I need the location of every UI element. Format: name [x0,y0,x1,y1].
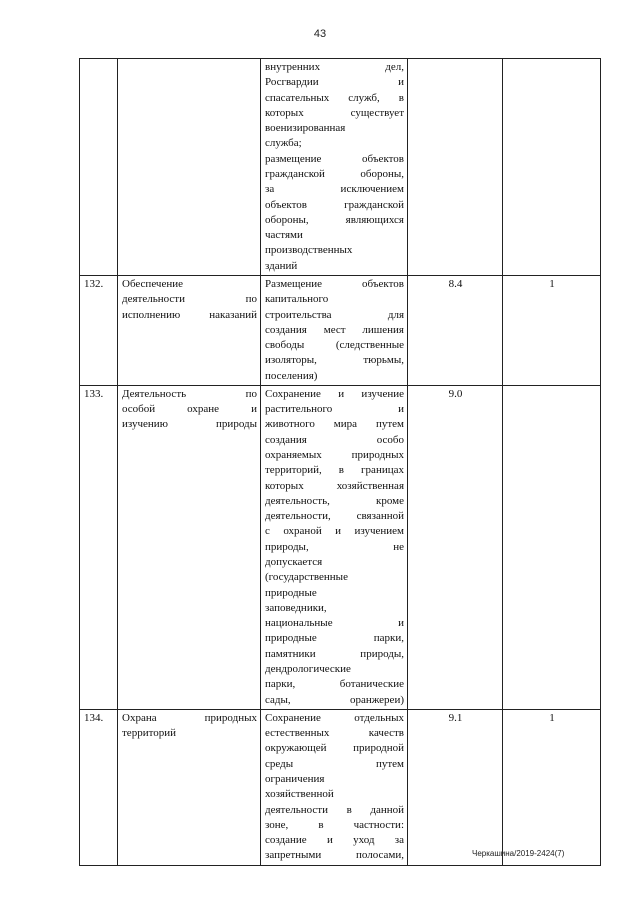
text-line: поселения) [265,369,318,382]
text-line: зданий [265,259,298,272]
text-line: которых хозяйственная [265,479,404,492]
text-line: строительства для [265,308,404,321]
use-type-name [118,385,261,709]
text-line: спасательных служб, в [265,91,404,104]
text-line: природы, не [265,540,404,553]
text-line: создания мест лишения [265,323,404,336]
text-line: военизированная [265,122,346,135]
text-line: памятники природы, [265,647,404,660]
document-footer-code: Черкашина/2019-2424(7) [472,849,565,858]
text-line: внутренних дел, [265,61,404,73]
classifier-code: 8.4 [408,275,503,385]
table-row [80,385,601,709]
text-line: Росгвардии и [265,76,404,89]
row-number [80,59,118,276]
text-line: Сохранение и изучение [265,387,404,400]
row-number: 133. [80,385,118,709]
text-line: парки, ботанические [265,678,404,691]
level-value [503,385,601,709]
classifier-code: 9.1 [408,709,503,865]
text-line: сады, оранжереи) [265,693,404,706]
text-line: с охраной и изучением [265,525,404,538]
text-line: деятельность, кроме [265,494,404,507]
text-line: дендрологические [265,662,351,675]
use-type-name [118,59,261,276]
use-type-description [261,59,408,276]
text-line: Охрана природных [122,711,257,724]
text-line: изучению природы [122,418,257,431]
text-line: деятельности, связанной [265,510,404,523]
use-type-name [118,709,261,865]
text-line: объектов гражданской [265,198,404,211]
text-line: создания особо [265,433,404,446]
text-line: окружающей природной [265,742,404,755]
text-line: заповедники, [265,601,327,614]
text-line: национальные и [265,617,404,630]
text-line: охраняемых природных [265,449,404,462]
use-type-description [261,385,408,709]
classifier-code [408,59,503,276]
text-line: исполнению наказаний [122,308,257,321]
table-row [80,709,601,865]
text-line: Деятельность по [122,387,257,400]
text-line: допускается [265,556,323,568]
text-line: естественных качеств [265,727,404,740]
land-use-table [79,58,601,866]
text-line: особой охране и [122,403,257,416]
text-line: территорий, в границах [265,464,404,477]
text-line: которых существует [265,106,404,119]
text-line: запретными полосами, [265,849,404,862]
text-line: размещение объектов [265,152,404,165]
use-type-name [118,275,261,385]
text-line: изоляторы, тюрьмы, [265,354,404,367]
row-number: 132. [80,275,118,385]
text-line: за исключением [265,183,404,196]
text-line: среды путем [265,757,404,770]
text-line: природные [265,586,317,599]
text-line: хозяйственной [265,788,334,801]
text-line: создание и уход за [265,834,404,847]
text-line: зоне, в частности: [265,818,404,831]
text-line: свободы (следственные [265,339,404,352]
text-line: Обеспечение [122,277,183,290]
text-line: частями [265,229,303,242]
use-type-description [261,275,408,385]
text-line: деятельности по [122,293,257,306]
level-value [503,59,601,276]
text-line: животного мира путем [265,418,404,431]
text-line: территорий [122,727,177,740]
text-line: (государственные [265,571,348,584]
text-line: Сохранение отдельных [265,711,404,724]
level-value: 1 [503,709,601,865]
text-line: обороны, являющихся [265,213,404,226]
table-row [80,59,601,276]
use-type-description [261,709,408,865]
text-line: деятельности в данной [265,803,404,816]
text-line: гражданской обороны, [265,167,404,180]
text-line: Размещение объектов [265,277,404,290]
page-number: 43 [313,28,327,40]
text-line: ограничения [265,772,325,785]
text-line: служба; [265,137,302,150]
table-row [80,275,601,385]
text-line: производственных [265,244,353,257]
text-line: капитального [265,293,329,306]
row-number: 134. [80,709,118,865]
text-line: природные парки, [265,632,404,645]
text-line: растительного и [265,403,404,416]
classifier-code: 9.0 [408,385,503,709]
level-value: 1 [503,275,601,385]
